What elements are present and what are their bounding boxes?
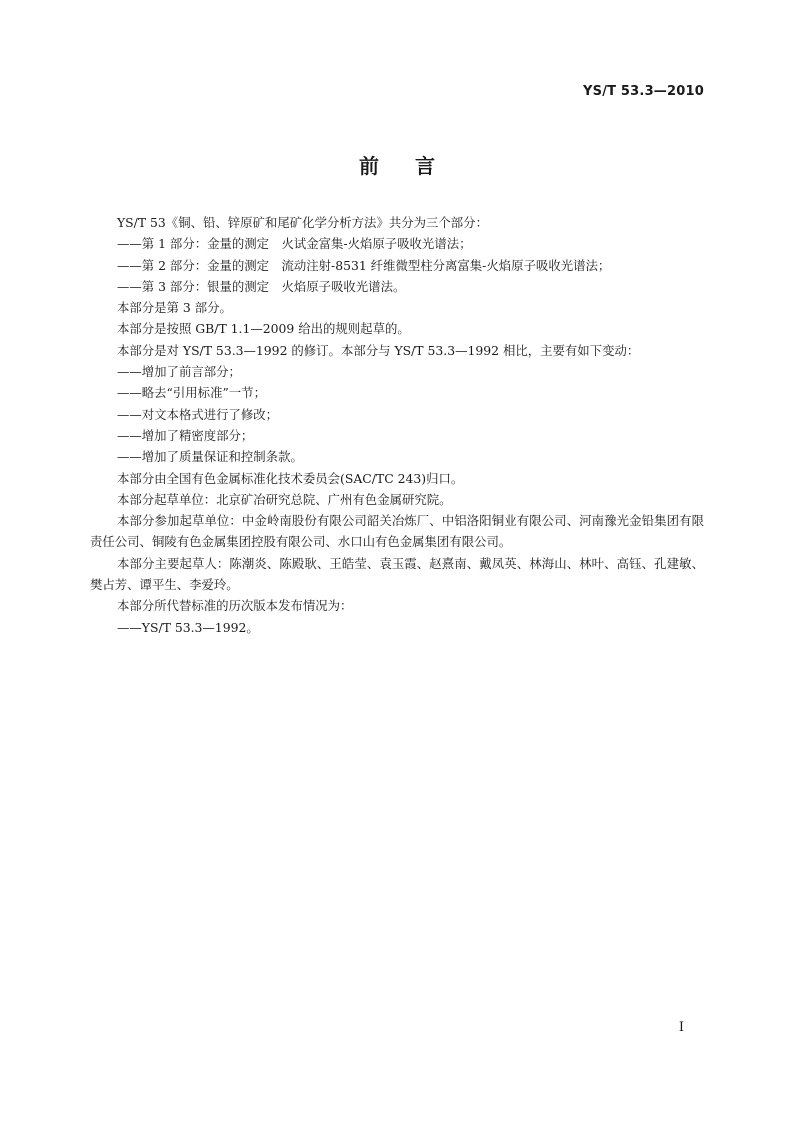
- paragraph-history-intro: 本部分所代替标准的历次版本发布情况为：: [117, 598, 353, 614]
- list-item-change-4: ——增加了精密度部分；: [117, 427, 254, 443]
- list-item-change-1: ——增加了前言部分；: [117, 364, 241, 380]
- paragraph-main-drafters: 本部分主要起草人：陈潮炎、陈殿耿、王皓莹、袁玉霞、赵熹南、戴凤英、林海山、林叶、高钰、孔建敏、樊占芳、谭平生、李爱玲。: [90, 555, 704, 593]
- list-item-change-5: ——增加了质量保证和控制条款。: [117, 449, 303, 465]
- list-item-change-3: ——对文本格式进行了修改；: [117, 406, 279, 422]
- paragraph-drafting-rules: 本部分是按照 GB/T 1.1—2009 给出的规则起草的。: [117, 321, 410, 337]
- paragraph-participating-units: 本部分参加起草单位：中金岭南股份有限公司韶关冶炼厂、中铝洛阳铜业有限公司、河南豫光金铅集团有限责任公司、铜陵有色金属集团控股有限公司、水口山有色金属集团有限公司。: [90, 513, 704, 550]
- foreword-body: [90, 212, 704, 638]
- paragraph-part-number: 本部分是第 3 部分。: [117, 300, 232, 316]
- standard-number: YS/T 53.3—2010: [583, 84, 704, 99]
- list-item-part-2: ——第 2 部分：金量的测定 流动注射-8531 纤维微型柱分离富集-火焰原子吸收光谱法；: [117, 257, 611, 273]
- list-item-part-3: ——第 3 部分：银量的测定 火焰原子吸收光谱法。: [117, 278, 406, 294]
- paragraph-drafting-units: 本部分起草单位：北京矿冶研究总院、广州有色金属研究院。: [117, 491, 452, 507]
- paragraph-revision: 本部分是对 YS/T 53.3—1992 的修订。本部分与 YS/T 53.3—1992 相比，主要有如下变动：: [117, 342, 640, 358]
- list-item-history-1: ——YS/T 53.3—1992。: [117, 619, 259, 635]
- list-item-part-1: ——第 1 部分：金量的测定 火试金富集-火焰原子吸收光谱法；: [117, 236, 472, 252]
- paragraph-committee: 本部分由全国有色金属标准化技术委员会(SAC/TC 243)归口。: [117, 470, 464, 486]
- page-title: [0, 150, 794, 179]
- paragraph-series-intro: YS/T 53《铜、铅、锌原矿和尾矿化学分析方法》共分为三个部分：: [117, 215, 488, 230]
- title-char-1: 前: [359, 154, 379, 178]
- page-number: I: [678, 1020, 684, 1035]
- list-item-change-2: ——略去“引用标准”一节；: [117, 385, 266, 401]
- title-char-2: 言: [415, 154, 435, 178]
